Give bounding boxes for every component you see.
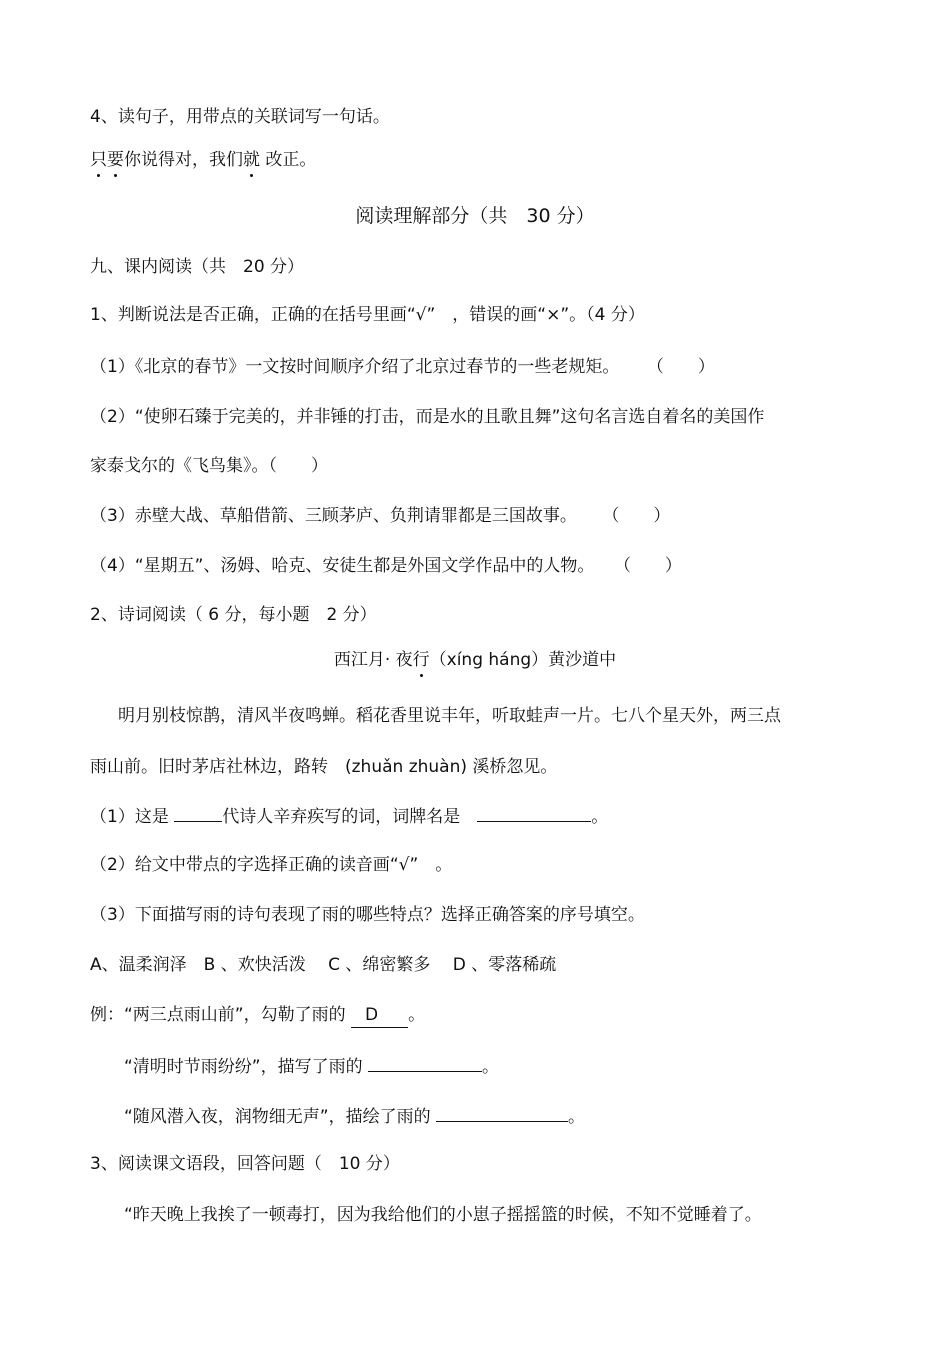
rain-blank-2[interactable] [436,1103,568,1122]
dotted-char: 行 [412,650,430,670]
q4-sentence [90,148,316,172]
example-line [90,1003,425,1028]
q3-heading: 3、阅读课文语段，回答问题（ 10 分） [90,1154,400,1174]
dynasty-blank[interactable] [174,803,222,822]
dotted-char: 就 [243,150,260,170]
q1-heading: 1、判断说法是否正确，正确的在括号里画“√” ，错误的画“×”。（4 分） [90,305,645,325]
answer-parens: （ ） [622,556,682,576]
q1-item-3 [90,504,670,528]
answer-options: A、温柔润泽 B 、欢快活泼 C 、绵密繁多 D 、零落稀疏 [90,955,557,975]
item-text: （4）“星期五”、汤姆、哈克、安徒生都是外国文学作品中的人物。 [90,556,595,576]
sub-text: 代诗人辛弃疾写的词，词牌名是 [222,807,478,827]
rain-blank-1[interactable] [368,1053,482,1072]
example-text: 。 [408,1005,426,1025]
dotted-char: 只 [90,150,107,170]
item-text: （3）赤壁大战、草船借箭、三顾茅庐、负荆请罪都是三国故事。 [90,506,577,526]
poem-title-text: 西江月· 夜 [333,650,413,670]
item-text: （1）《北京的春节》一文按时间顺序介绍了北京过春节的一些老规矩。 [90,357,620,377]
q1-item-4 [90,554,682,578]
q1-item-2-line-2: 家泰戈尔的《飞鸟集》。（ ） [90,456,328,476]
answer-parens: （ ） [655,357,715,377]
rain-text: “随风潜入夜，润物细无声”，描绘了雨的 [124,1107,437,1127]
example-answer: D [351,1003,408,1028]
poem-line-1: 明月别枝惊鹊，清风半夜鸣蝉。稻花香里说丰年，听取蛙声一片。七八个星天外，两三点 [118,706,781,726]
rain-text: 。 [568,1107,586,1127]
sub-text: 。 [591,807,609,827]
rain-line-2 [124,1103,585,1129]
dotted-char: 要 [107,150,124,170]
poem-title [0,648,950,672]
sub-text: （1）这是 [90,807,175,827]
cipai-blank[interactable] [477,803,591,822]
rain-text: “清明时节雨纷纷”，描写了雨的 [124,1057,369,1077]
q2-sub-1 [90,803,608,829]
rain-text: 。 [482,1057,500,1077]
q4-prompt: 4、读句子，用带点的关联词写一句话。 [90,107,390,127]
q1-item-1 [90,355,715,379]
poem-line-2: 雨山前。旧时茅店社林边，路转 (zhuǎn zhuàn) 溪桥忽见。 [90,757,558,777]
q2-sub-3: （3）下面描写雨的诗句表现了雨的哪些特点？选择正确答案的序号填空。 [90,905,645,925]
sentence-text: 改正。 [260,150,317,170]
q2-sub-2: （2）给文中带点的字选择正确的读音画“√” 。 [90,855,453,875]
example-text: 例：“两三点雨山前”，勾勒了雨的 [90,1005,352,1025]
reading-section-title: 阅读理解部分（共 30 分） [355,205,595,227]
q1-item-2-line-1: （2）“使卵石臻于完美的，并非锤的打击，而是水的且歌且舞”这句名言选自着名的美国作 [90,407,765,427]
rain-line-1 [124,1053,499,1079]
answer-parens: （ ） [610,506,671,526]
section-nine-heading: 九、课内阅读（共 20 分） [90,257,305,277]
q2-heading: 2、诗词阅读（ 6 分，每小题 2 分） [90,605,377,625]
q3-passage: “昨天晚上我挨了一顿毒打，因为我给他们的小崽子摇摇篮的时候，不知不觉睡着了。 [124,1205,762,1225]
poem-title-pinyin: （xíng háng）黄沙道中 [429,650,617,670]
sentence-text: 你说得对，我们 [124,150,243,170]
